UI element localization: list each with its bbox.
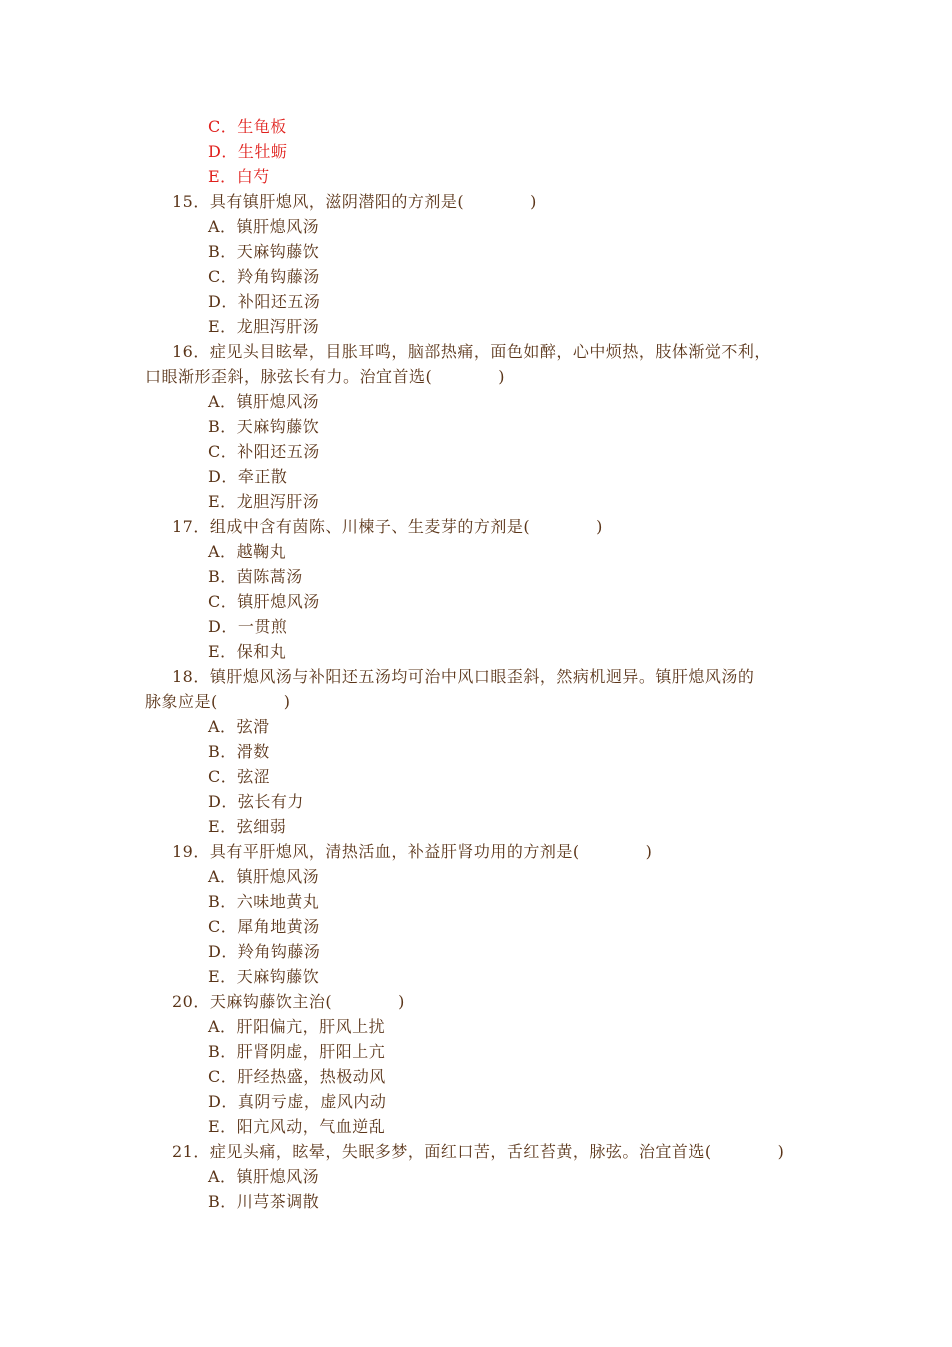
q20-option-e: E．阳亢风动，气血逆乱: [208, 1117, 386, 1136]
q18-option-e: E．弦细弱: [208, 817, 287, 836]
question-16-cont: 口眼渐形歪斜，脉弦长有力。治宜首选( ): [145, 367, 505, 386]
option-d-shengmuli: D．生牡蛎: [208, 142, 288, 161]
q19-option-d: D．羚角钩藤汤: [208, 942, 321, 961]
q18-option-a: A．弦滑: [208, 717, 270, 736]
question-18: 18．镇肝熄风汤与补阳还五汤均可治中风口眼歪斜，然病机迥异。镇肝熄风汤的: [172, 667, 755, 686]
question-19: 19．具有平肝熄风，清热活血，补益肝肾功用的方剂是( ): [172, 842, 653, 861]
q15-option-c: C．羚角钩藤汤: [208, 267, 320, 286]
q20-option-d: D．真阴亏虚，虚风内动: [208, 1092, 387, 1111]
option-c-shengguiban: C．生龟板: [208, 117, 287, 136]
q16-option-e: E．龙胆泻肝汤: [208, 492, 320, 511]
q16-option-b: B．天麻钩藤饮: [208, 417, 320, 436]
q16-option-c: C．补阳还五汤: [208, 442, 320, 461]
q17-option-e: E．保和丸: [208, 642, 287, 661]
question-21: 21．症见头痛，眩晕，失眠多梦，面红口苦，舌红苔黄，脉弦。治宜首选( ): [172, 1142, 785, 1161]
question-18-cont: 脉象应是( ): [145, 692, 291, 711]
q15-option-d: D．补阳还五汤: [208, 292, 321, 311]
q21-option-b: B．川芎茶调散: [208, 1192, 320, 1211]
q18-option-d: D．弦长有力: [208, 792, 304, 811]
q19-option-e: E．天麻钩藤饮: [208, 967, 320, 986]
question-17: 17．组成中含有茵陈、川楝子、生麦芽的方剂是( ): [172, 517, 603, 536]
question-16: 16．症见头目眩晕，目胀耳鸣，脑部热痛，面色如醉，心中烦热，肢体渐觉不利，: [172, 342, 771, 361]
q15-option-a: A．镇肝熄风汤: [208, 217, 320, 236]
question-20: 20．天麻钩藤饮主治( ): [172, 992, 405, 1011]
q17-option-a: A．越鞠丸: [208, 542, 287, 561]
q21-option-a: A．镇肝熄风汤: [208, 1167, 320, 1186]
q17-option-d: D．一贯煎: [208, 617, 288, 636]
q19-option-b: B．六味地黄丸: [208, 892, 320, 911]
question-15: 15．具有镇肝熄风，滋阴潜阳的方剂是( ): [172, 192, 537, 211]
q20-option-b: B．肝肾阴虚，肝阳上亢: [208, 1042, 386, 1061]
q20-option-a: A．肝阳偏亢，肝风上扰: [208, 1017, 386, 1036]
q17-option-c: C．镇肝熄风汤: [208, 592, 320, 611]
q16-option-a: A．镇肝熄风汤: [208, 392, 320, 411]
q20-option-c: C．肝经热盛，热极动风: [208, 1067, 386, 1086]
q19-option-c: C．犀角地黄汤: [208, 917, 320, 936]
q19-option-a: A．镇肝熄风汤: [208, 867, 320, 886]
option-e-baishao: E．白芍: [208, 167, 270, 186]
q17-option-b: B．茵陈蒿汤: [208, 567, 303, 586]
q15-option-e: E．龙胆泻肝汤: [208, 317, 320, 336]
q16-option-d: D．牵正散: [208, 467, 288, 486]
q18-option-b: B．滑数: [208, 742, 270, 761]
q15-option-b: B．天麻钩藤饮: [208, 242, 320, 261]
q18-option-c: C．弦涩: [208, 767, 271, 786]
